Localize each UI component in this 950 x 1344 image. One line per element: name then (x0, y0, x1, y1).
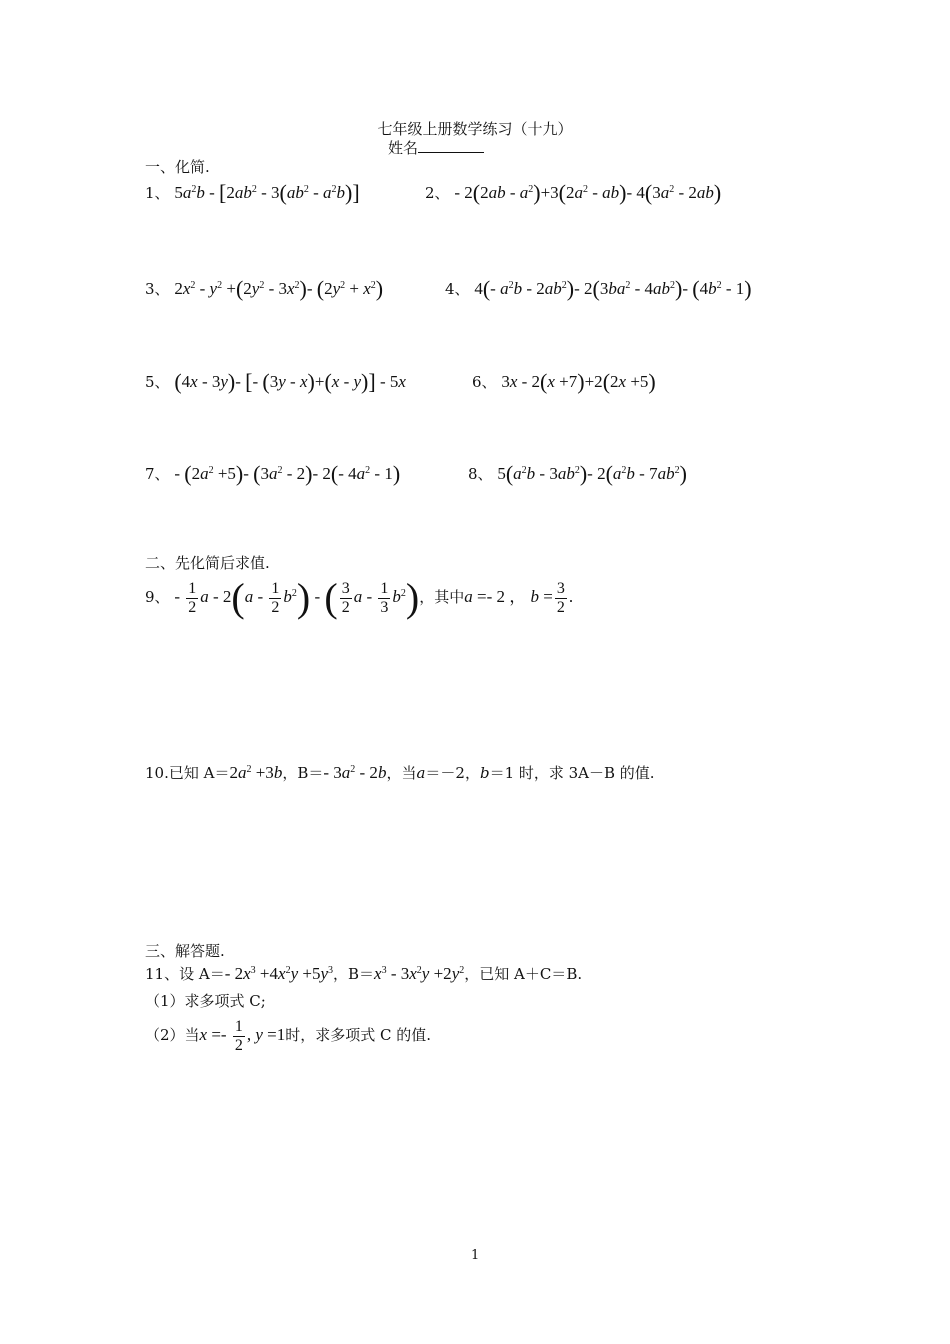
section-2-heading: 二、先化简后求值. (145, 554, 270, 572)
question-text: ，B＝ (333, 965, 375, 983)
question-text: ＝1 时，求 3A－B 的值. (489, 764, 655, 782)
question-1 (145, 180, 360, 206)
question-text: （2）当 (145, 1026, 200, 1044)
question-number: 1、 (145, 184, 170, 202)
question-11-part-1: （1）求多项式 C; (145, 992, 266, 1010)
page-number: 1 (471, 1248, 480, 1263)
expression: $2x^2 - y^2 +(2y^2 - 3x^2)-$ $(2y^2 + x^2)$ (174, 276, 384, 301)
name-field (388, 137, 484, 158)
question-10: 10.已知 $A=2a^2 +3b$，B＝- $3a^2 - 2b$，当a＝－2，b＝1 时，求 3A－B 的值. (145, 763, 655, 782)
question-11 (145, 963, 582, 984)
question-text: ＝－2， (425, 764, 480, 782)
expression-a: $2a^2 +3b$ (229, 763, 283, 782)
question-11-part-2 (145, 1010, 431, 1060)
question-number: 6、 (472, 373, 497, 391)
name-label: 姓名 (388, 139, 419, 157)
question-9 (145, 572, 573, 622)
expression: $5a^2b - [2ab^2 - 3(ab^2 - a^2b)]$ (174, 180, 360, 205)
question-number: 9、 (145, 588, 170, 606)
question-2 (425, 180, 721, 206)
question-8 (468, 461, 687, 487)
question-number: 8、 (468, 465, 493, 483)
question-number: 5、 (145, 373, 170, 391)
expression: - $(2a^2 +5)-$ $(3a^2 - 2)-$ 2(- $4a^2 - 1$) (174, 461, 401, 486)
question-number: 2、 (425, 184, 450, 202)
question-text: ，当 (386, 764, 417, 782)
section-1-heading: 一、化简. (145, 158, 210, 176)
expression: - $2(2ab - a^2)+3(2a^2 - ab)-$ $4(3a^2 - 2ab)$ (454, 180, 722, 205)
question-3 (145, 276, 383, 302)
name-blank (418, 138, 484, 153)
question-number: 4、 (445, 280, 470, 298)
question-number: 3、 (145, 280, 170, 298)
question-text: ，已知 A＋C＝B. (464, 965, 583, 983)
question-7 (145, 461, 400, 487)
condition-values: a =- 2 ， b = $\frac{3}{2}$ . (464, 579, 574, 616)
expression: 4(- $a^2b - 2ab^2)-$ $2(3ba^2 - 4ab^2)-$ $(4b^2 - 1)$ (474, 276, 752, 301)
question-6 (472, 369, 656, 395)
question-number: 7、 (145, 465, 170, 483)
condition-text: ，其中 (419, 588, 465, 606)
expression-b: - $3a^2 - 2b$ (323, 763, 387, 782)
question-text: 11、设 A＝ (145, 965, 225, 983)
expression: (4x - 3y)- [- (3y - x)+(x - y)] - 5x (174, 369, 406, 394)
question-text: ，B＝ (282, 764, 324, 782)
question-text: 时，求多项式 C 的值. (285, 1026, 432, 1044)
page-title: 七年级上册数学练习（十九） (377, 120, 573, 138)
condition-values: x =- $\frac{1}{2}$ , y =1 (199, 1017, 286, 1054)
expression: - $\frac{1}{2}$ a - 2(a - $\frac{1}{2}$ $b^2$) - ( $\frac{3}{2}$ a - $\frac{1}{3}$ $b^2$) (174, 575, 420, 621)
expression: 3x - 2(x +7)+2(2x +5) (501, 369, 656, 394)
question-5 (145, 369, 406, 395)
expression-b: $x^3 - 3x^2y +2y^2$ (374, 964, 465, 983)
question-4 (445, 276, 752, 302)
section-3-heading: 三、解答题. (145, 942, 225, 960)
question-text: 10.已知 A＝ (145, 764, 230, 782)
expression-a: - $2x^3 +4x^2y +5y^3$ (224, 964, 333, 983)
expression: $5(a^2b - 3ab^2)-$ $2(a^2b - 7ab^2)$ (497, 461, 687, 486)
